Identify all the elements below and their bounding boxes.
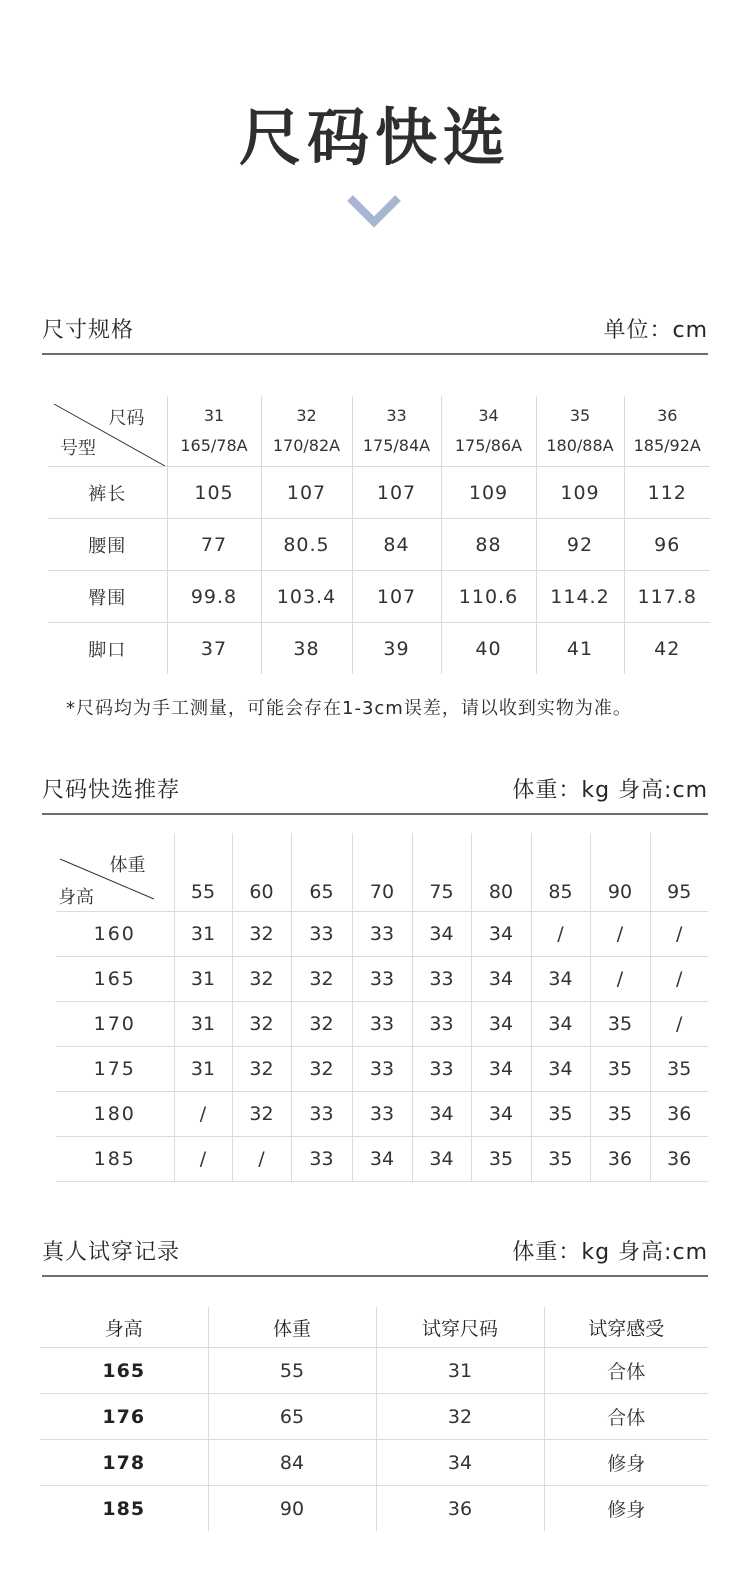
table-cell: 178 — [40, 1440, 208, 1486]
table-cell: / — [650, 1002, 708, 1047]
table-cell: 31 — [174, 957, 232, 1002]
corner-top-label: 尺码 — [108, 408, 145, 429]
table-cell: 34 — [471, 957, 531, 1002]
table-cell: 36 — [650, 1092, 708, 1137]
column-header: 身高 — [40, 1307, 208, 1348]
spec-unit: 单位：cm — [603, 318, 708, 343]
table-cell: 110.6 — [441, 571, 536, 623]
size-number: 31 — [203, 406, 225, 425]
table-cell: / — [174, 1092, 232, 1137]
size-header — [624, 396, 710, 467]
height-label: 180 — [56, 1092, 174, 1137]
size-header — [441, 396, 536, 467]
table-cell: 34 — [412, 1092, 471, 1137]
row-label: 裤长 — [48, 467, 167, 519]
corner-bottom-label: 号型 — [60, 438, 96, 459]
measurement-note: *尺码均为手工测量，可能会存在1-3cm误差，请以收到实物为准。 — [66, 698, 632, 719]
table-cell: 109 — [536, 467, 624, 519]
size-header — [352, 396, 441, 467]
table-row — [48, 519, 710, 571]
table-cell: 31 — [174, 912, 232, 957]
weight-header: 60 — [232, 833, 291, 912]
table-cell: 33 — [352, 1092, 412, 1137]
table-cell: 165 — [40, 1348, 208, 1394]
table-row — [48, 623, 710, 675]
table-cell: / — [590, 957, 650, 1002]
table-cell: 34 — [352, 1137, 412, 1182]
table-cell: 65 — [208, 1394, 376, 1440]
table-cell: 合体 — [544, 1394, 708, 1440]
table-row — [48, 467, 710, 519]
column-header: 体重 — [208, 1307, 376, 1348]
size-header — [167, 396, 261, 467]
table-cell: 32 — [232, 1002, 291, 1047]
size-number: 34 — [478, 406, 499, 425]
table-cell: 90 — [208, 1486, 376, 1532]
recommend-heading: 尺码快选推荐 — [42, 778, 181, 803]
table-cell: 84 — [208, 1440, 376, 1486]
tryon-unit: 体重：kg 身高:cm — [512, 1240, 708, 1265]
table-cell: 35 — [531, 1092, 590, 1137]
table-cell: 109 — [441, 467, 536, 519]
table-cell: 103.4 — [261, 571, 352, 623]
table-cell: 修身 — [607, 1499, 646, 1521]
table-row — [48, 571, 710, 623]
table-cell: 34 — [412, 1137, 471, 1182]
weight-header: 95 — [650, 833, 708, 912]
table-cell: 107 — [261, 467, 352, 519]
recommend-unit: 体重：kg 身高:cm — [512, 778, 708, 803]
table-cell: 31 — [174, 1047, 232, 1092]
size-header — [536, 396, 624, 467]
size-type: 180/88A — [546, 436, 614, 455]
corner-cell — [48, 396, 167, 467]
table-row — [56, 1047, 708, 1092]
table-row — [56, 1092, 708, 1137]
table-cell: 33 — [352, 957, 412, 1002]
table-header-row — [56, 833, 708, 912]
table-row — [56, 1002, 708, 1047]
table-cell: 32 — [291, 1002, 352, 1047]
table-cell: 35 — [471, 1137, 531, 1182]
table-cell: 107 — [352, 571, 441, 623]
table-cell: 32 — [291, 1047, 352, 1092]
table-cell: 96 — [624, 519, 710, 571]
size-number: 35 — [569, 406, 591, 425]
table-cell: 34 — [376, 1440, 544, 1486]
table-cell: 32 — [232, 912, 291, 957]
table-cell: 35 — [590, 1002, 650, 1047]
table-cell: 32 — [232, 957, 291, 1002]
corner-top-label: 体重 — [109, 855, 146, 876]
table-cell: 114.2 — [536, 571, 624, 623]
table-header-row — [40, 1307, 708, 1348]
table-cell: 185 — [40, 1486, 208, 1532]
height-label: 160 — [56, 912, 174, 957]
column-header: 试穿尺码 — [376, 1307, 544, 1348]
table-cell: 36 — [650, 1137, 708, 1182]
size-number: 36 — [657, 406, 678, 425]
table-cell: 40 — [441, 623, 536, 675]
table-cell: 33 — [352, 912, 412, 957]
table-cell: 39 — [352, 623, 441, 675]
size-type: 175/86A — [454, 436, 523, 455]
weight-header: 65 — [291, 833, 352, 912]
table-cell: 55 — [208, 1348, 376, 1394]
table-row — [40, 1348, 708, 1394]
height-label: 175 — [56, 1047, 174, 1092]
table-cell: 99.8 — [167, 571, 261, 623]
table-cell: 35 — [531, 1137, 590, 1182]
table-cell: 34 — [412, 912, 471, 957]
weight-header: 55 — [174, 833, 232, 912]
table-row — [56, 912, 708, 957]
table-cell: 80.5 — [261, 519, 352, 571]
table-cell: 34 — [531, 1002, 590, 1047]
table-cell: 107 — [352, 467, 441, 519]
size-recommend-table — [56, 833, 708, 1182]
size-header — [261, 396, 352, 467]
table-cell: 34 — [531, 957, 590, 1002]
table-cell: / — [650, 957, 708, 1002]
table-cell: 34 — [531, 1047, 590, 1092]
chevron-down-icon — [346, 194, 402, 228]
row-label: 腰围 — [48, 519, 167, 571]
table-header-row — [48, 396, 710, 467]
weight-header: 70 — [352, 833, 412, 912]
table-cell: 32 — [232, 1047, 291, 1092]
page-title: 尺码快选 — [238, 101, 511, 174]
table-cell: 31 — [174, 1002, 232, 1047]
table-cell: 35 — [590, 1047, 650, 1092]
table-cell: 33 — [291, 1137, 352, 1182]
table-cell: 34 — [471, 912, 531, 957]
table-cell: / — [232, 1137, 291, 1182]
table-cell: 34 — [471, 1047, 531, 1092]
table-cell: 92 — [536, 519, 624, 571]
table-cell: / — [590, 912, 650, 957]
table-row — [56, 1137, 708, 1182]
corner-cell — [56, 833, 174, 912]
table-cell: 合体 — [544, 1348, 708, 1394]
table-cell: 修身 — [544, 1440, 708, 1486]
table-cell: 33 — [412, 1002, 471, 1047]
table-cell: 77 — [167, 519, 261, 571]
table-cell: 35 — [650, 1047, 708, 1092]
table-cell: 42 — [654, 637, 681, 660]
tryon-section-header — [42, 1235, 708, 1277]
table-row — [40, 1486, 708, 1532]
row-label: 脚口 — [48, 623, 167, 675]
table-cell: 32 — [232, 1092, 291, 1137]
spec-heading: 尺寸规格 — [42, 318, 135, 343]
table-cell: 33 — [291, 1092, 352, 1137]
table-cell: 88 — [441, 519, 536, 571]
corner-bottom-label: 身高 — [58, 887, 94, 908]
size-number: 33 — [386, 406, 407, 425]
table-cell: 84 — [352, 519, 441, 571]
table-row — [40, 1394, 708, 1440]
table-cell: 32 — [376, 1394, 544, 1440]
table-cell: / — [531, 912, 590, 957]
table-cell: 34 — [471, 1002, 531, 1047]
spec-section-header — [42, 313, 708, 355]
size-number: 32 — [296, 406, 317, 425]
table-cell: / — [650, 912, 708, 957]
table-cell: 105 — [167, 467, 261, 519]
weight-header: 80 — [471, 833, 531, 912]
table-cell: 117.8 — [624, 571, 710, 623]
table-cell: 33 — [291, 912, 352, 957]
size-type: 175/84A — [362, 436, 431, 455]
weight-header: 75 — [412, 833, 471, 912]
table-row — [40, 1440, 708, 1486]
table-cell: 112 — [624, 467, 710, 519]
table-cell: 38 — [261, 623, 352, 675]
table-cell: 37 — [167, 623, 261, 675]
table-row — [56, 957, 708, 1002]
table-cell: 33 — [352, 1002, 412, 1047]
table-cell: 33 — [412, 1047, 471, 1092]
row-label: 臀围 — [48, 571, 167, 623]
recommend-section-header — [42, 773, 708, 815]
size-type: 185/92A — [633, 436, 701, 455]
table-cell: 41 — [536, 623, 624, 675]
table-cell: 176 — [40, 1394, 208, 1440]
table-cell: 32 — [291, 957, 352, 1002]
table-cell: 36 — [376, 1486, 544, 1532]
column-header: 试穿感受 — [544, 1307, 708, 1348]
size-spec-table — [48, 396, 710, 674]
tryon-heading: 真人试穿记录 — [42, 1240, 181, 1265]
table-cell: 33 — [352, 1047, 412, 1092]
tryon-record-table — [40, 1307, 708, 1531]
weight-header: 85 — [531, 833, 590, 912]
height-label: 170 — [56, 1002, 174, 1047]
weight-header: 90 — [590, 833, 650, 912]
table-cell: 35 — [590, 1092, 650, 1137]
height-label: 165 — [56, 957, 174, 1002]
height-label: 185 — [56, 1137, 174, 1182]
size-type: 170/82A — [272, 436, 341, 455]
table-cell: 31 — [376, 1348, 544, 1394]
size-type: 165/78A — [180, 436, 248, 455]
table-cell: 34 — [471, 1092, 531, 1137]
table-cell: 36 — [590, 1137, 650, 1182]
table-cell: / — [174, 1137, 232, 1182]
table-cell: 33 — [412, 957, 471, 1002]
